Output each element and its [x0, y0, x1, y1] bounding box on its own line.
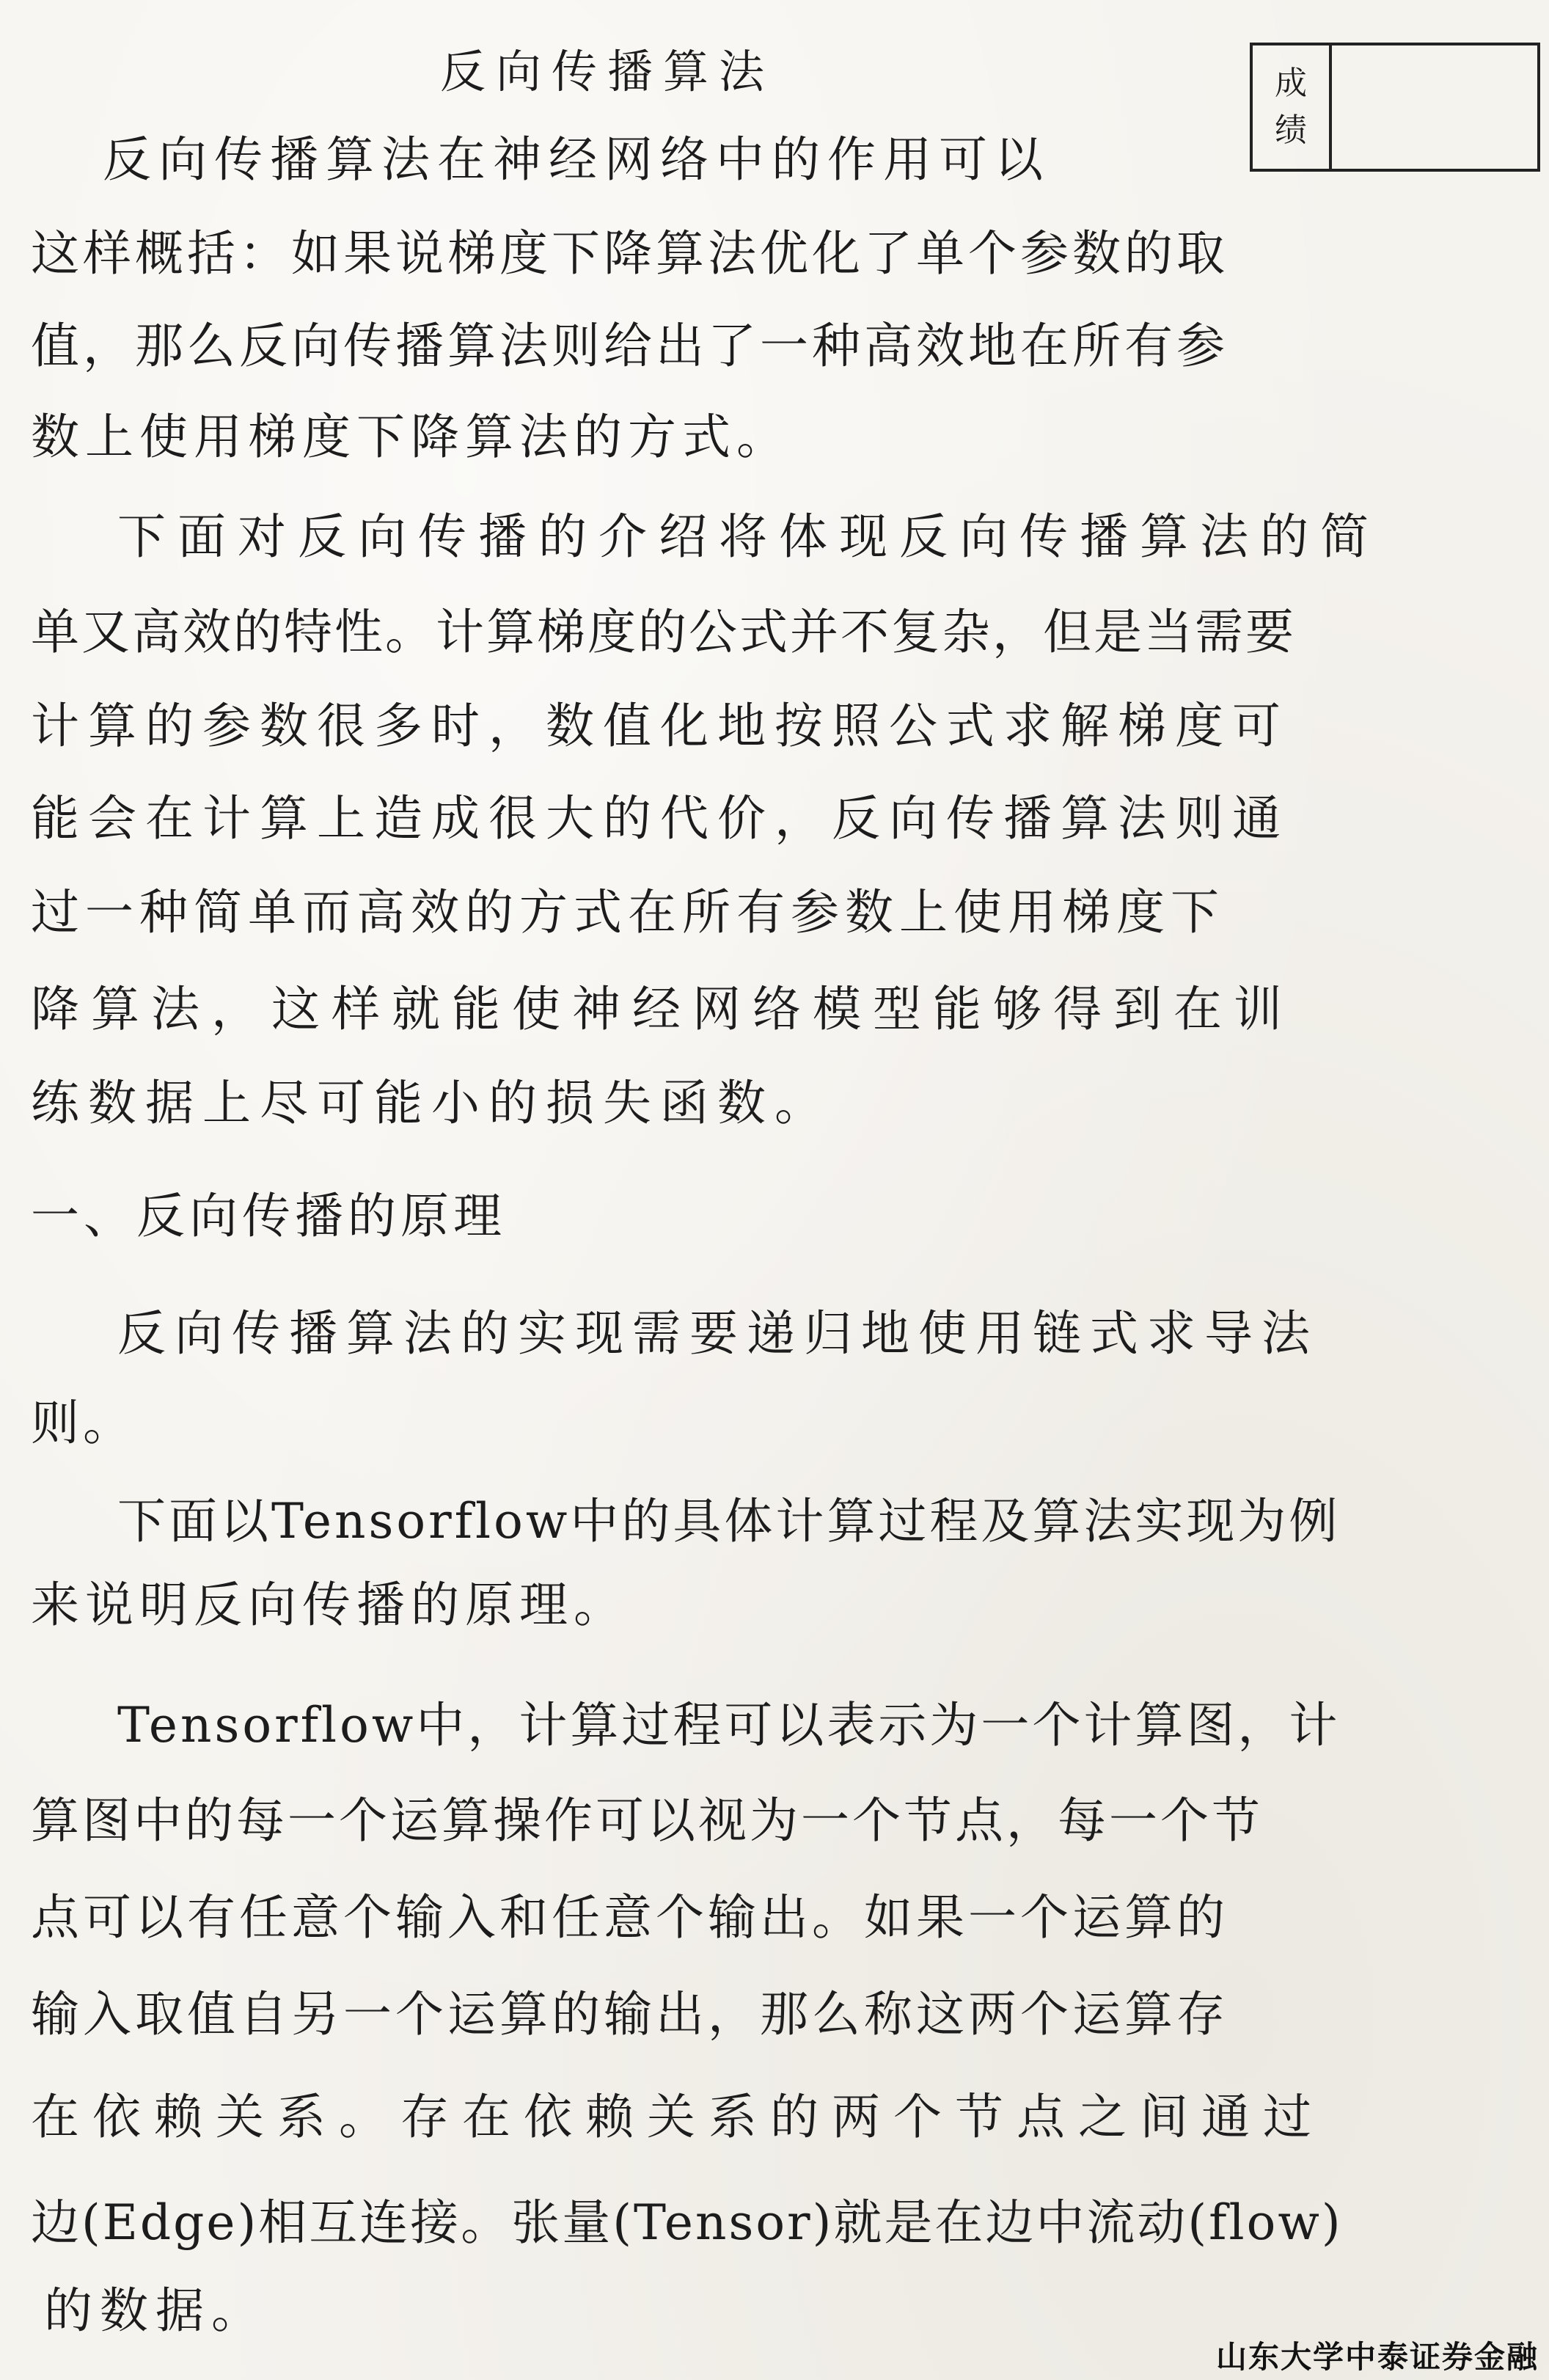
- text-line: 过一种简单而高效的方式在所有参数上使用梯度下: [31, 884, 1225, 941]
- text-line: 反向传播算法的实现需要递归地使用链式求导法: [117, 1305, 1319, 1362]
- text-line: 输入取值自另一个运算的输出，那么称这两个运算存: [31, 1986, 1228, 2043]
- text-line: 下面对反向传播的介绍将体现反向传播算法的简: [117, 508, 1380, 565]
- grade-box: [1250, 43, 1540, 172]
- section-heading: 一、反向传播的原理: [31, 1188, 506, 1244]
- text-line: 下面以Tensorflow中的具体计算过程及算法实现为例: [117, 1493, 1341, 1549]
- grade-value: [1332, 45, 1537, 169]
- text-line: 数上使用梯度下降算法的方式。: [31, 409, 791, 465]
- text-line: 算图中的每一个运算操作可以视为一个节点，每一个节: [31, 1792, 1263, 1849]
- text-line: 单又高效的特性。计算梯度的公式并不复杂，但是当需要: [31, 604, 1296, 660]
- text-line: 反向传播算法在神经网络中的作用可以: [103, 131, 1050, 188]
- text-line: 边(Edge)相互连接。张量(Tensor)就是在边中流动(flow): [31, 2194, 1343, 2251]
- grade-label: [1253, 45, 1332, 169]
- grade-label-line1: 成: [1275, 65, 1307, 101]
- text-line: 则。: [31, 1395, 135, 1451]
- institution-watermark: 山东大学中泰证券金融: [1215, 2341, 1539, 2375]
- text-line: 值，那么反向传播算法则给出了一种高效地在所有参: [31, 318, 1228, 374]
- text-line: 练数据上尽可能小的损失函数。: [31, 1075, 832, 1131]
- text-line: 在依赖关系。存在依赖关系的两个节点之间通过: [31, 2089, 1325, 2145]
- page-title: 反向传播算法: [440, 45, 775, 98]
- grade-label-line2: 绩: [1275, 112, 1307, 148]
- text-line: 来说明反向传播的原理。: [31, 1577, 628, 1633]
- text-line: 计算的参数很多时，数值化地按照公式求解梯度可: [31, 698, 1289, 754]
- text-line: 点可以有任意个输入和任意个输出。如果一个运算的: [31, 1889, 1228, 1946]
- text-line: 的数据。: [44, 2282, 267, 2339]
- text-line: 这样概括：如果说梯度下降算法优化了单个参数的取: [31, 225, 1228, 282]
- text-line: 能会在计算上造成很大的代价，反向传播算法则通: [31, 790, 1289, 847]
- text-line: 降算法，这样就能使神经网络模型能够得到在训: [31, 981, 1294, 1037]
- text-line: Tensorflow中，计算过程可以表示为一个计算图，计: [117, 1697, 1341, 1753]
